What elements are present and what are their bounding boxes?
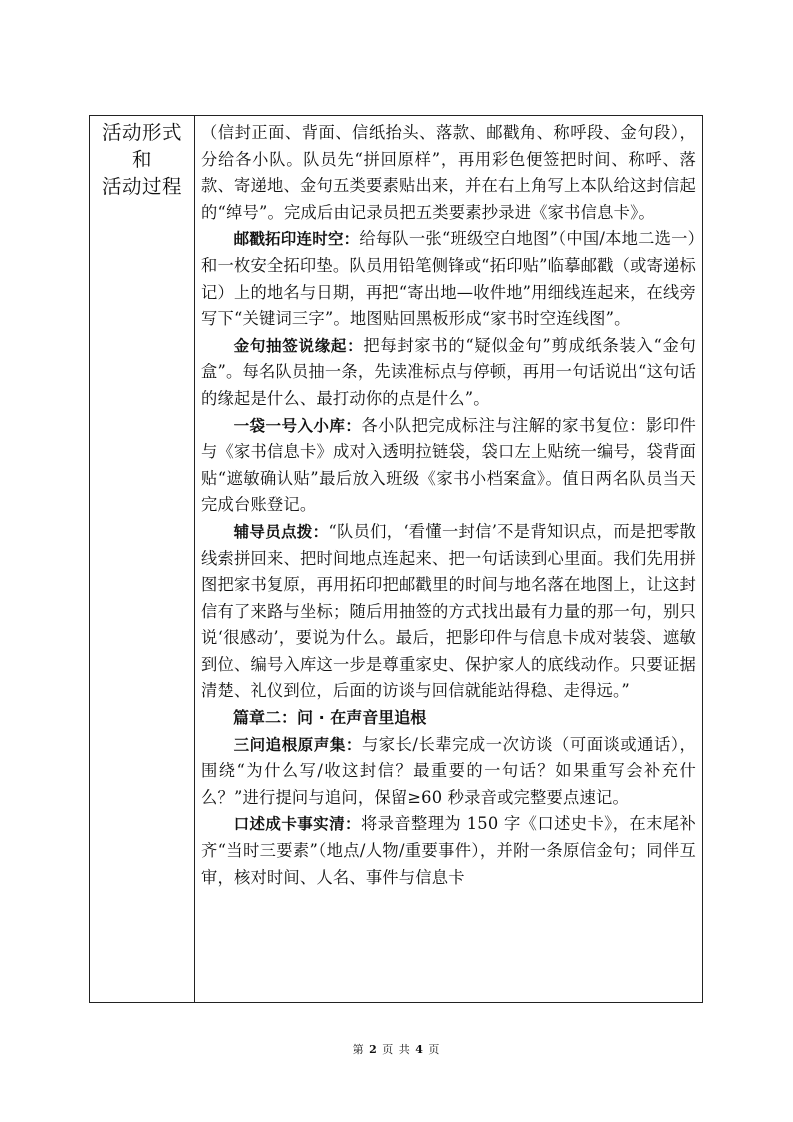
row-label-line-3: 活动过程 — [101, 175, 182, 198]
archive-text: 各小队把完成标注与注解的家书复位：影印件与《家书信息卡》成对入透明拉链袋，袋口左上贴统一编号，袋背面贴“遮敏确认贴”最后放入班级《家书小档案盒》。值日两名队员当天完成台账登记。 — [201, 415, 696, 515]
counselor-paragraph — [201, 519, 696, 705]
quote-draw-text: 把每封家书的“疑似金句”剪成纸条装入“金句盒”。每名队员抽一条，先读准标点与停顿，再用一句话说出“这句话的缘起是什么、最打动你的点是什么”。 — [201, 335, 697, 408]
postmark-title: 邮戳拓印连时空： — [233, 230, 360, 249]
quote-draw-title: 金句抽签说缘起： — [233, 336, 364, 355]
interview-text: 与家长/长辈完成一次访谈（可面谈或通话），围绕“为什么写/收这封信？最重要的一句话？如果重写会补充什么？”进行提问与追问，保留≥60 秒录音或完整要点速记。 — [201, 734, 696, 807]
quote-draw-paragraph — [201, 333, 696, 413]
postmark-text: 给每队一张“班级空白地图”（中国/本地二选一）和一枚安全拓印垫。队员用铅笔侧锋或“拓印贴”临摹邮戳（或寄递标记）上的地名与日期，再把“寄出地—收件地”用细线连起来，在线旁写下“关键词三字”。地图贴回黑板形成“家书时空连线图”。 — [201, 229, 697, 329]
footer-prefix: 第 — [352, 1043, 365, 1056]
counselor-text: “队员们，‘看懂一封信’不是背知识点，而是把零散线索拼回来、把时间地点连起来、把一句话读到心里面。我们先用拼图把家书复原，再用拓印把邮戳里的时间与地名落在地图上，让这封信有了来路与坐标；随后用抽签的方式找出最有力量的那一句，别只说‘很感动’，要说为什么。最后，把影印件与信息卡成对装袋、遮敏到位、编号入库这一步是尊重家史、保护家人的底线动作。只要证据清楚、礼仪到位，后面的访谈与回信就能站得稳、走得远。” — [201, 521, 697, 701]
postmark-paragraph — [201, 226, 696, 332]
archive-paragraph — [201, 413, 696, 519]
footer-middle: 页 共 — [382, 1043, 411, 1056]
content-cell — [195, 116, 702, 1002]
interview-title: 三问追根原声集： — [233, 735, 362, 754]
page-footer — [0, 1041, 793, 1057]
total-page-number: 4 — [415, 1043, 424, 1056]
oral-card-text: 将录音整理为 150 字《口述史卡》，在末尾补齐“当时三要素”（地点/人物/重要事件），并附一条原信金句；同伴互审，核对时间、人名、事件与信息卡 — [201, 814, 696, 887]
activity-table — [89, 115, 703, 1003]
row-label-cell — [90, 116, 195, 1002]
current-page-number: 2 — [369, 1043, 378, 1056]
intro-paragraph: （信封正面、背面、信纸抬头、落款、邮戳角、称呼段、金句段），分给各小队。队员先“拼回原样”，再用彩色便签把时间、称呼、落款、寄递地、金句五类要素贴出来，并在右上角写上本队给这封信起的“绰号”。完成后由记录员把五类要素抄录进《家书信息卡》。 — [201, 123, 696, 222]
oral-card-title: 口述成卡事实清： — [233, 815, 361, 834]
oral-card-paragraph — [201, 811, 696, 891]
row-label-line-1: 活动形式 — [101, 121, 182, 144]
archive-title: 一袋一号入小库： — [233, 416, 362, 435]
counselor-title: 辅导员点拨： — [233, 522, 329, 541]
row-label-line-2: 和 — [131, 148, 152, 171]
footer-suffix: 页 — [428, 1043, 441, 1056]
interview-paragraph — [201, 732, 696, 812]
chapter-heading: 篇章二：问 · 在声音里追根 — [233, 708, 427, 728]
